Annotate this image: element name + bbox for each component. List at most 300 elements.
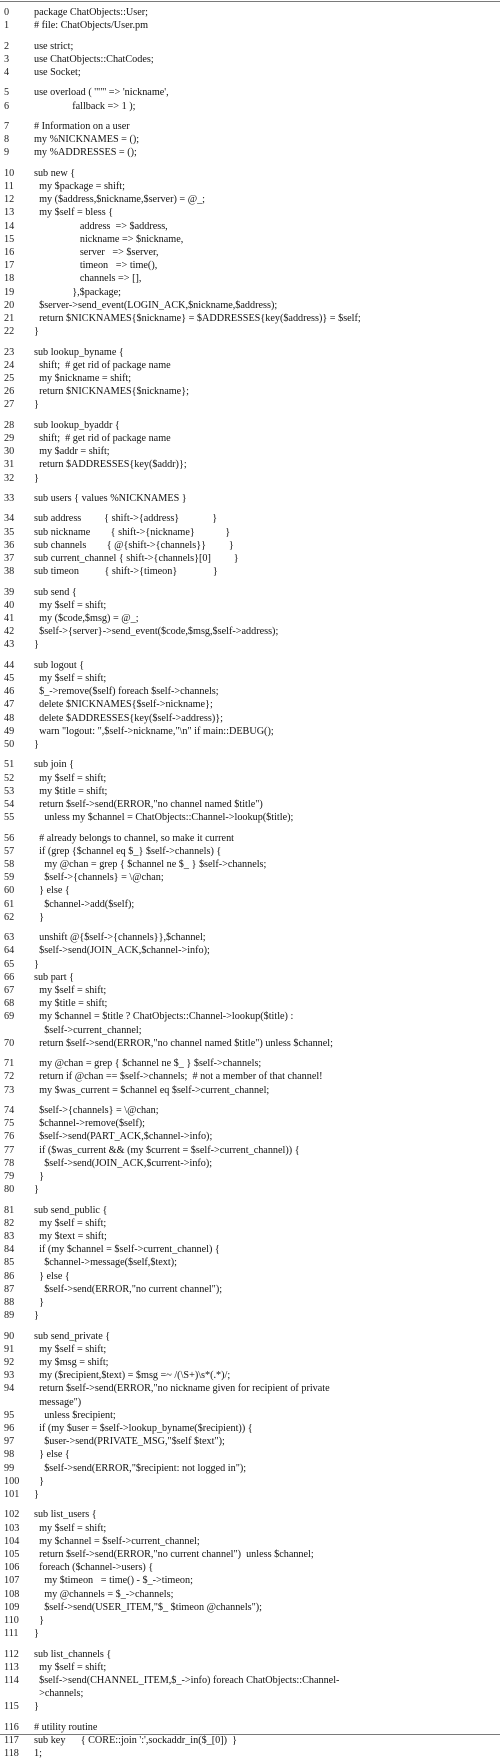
line-text: $self->send(ERROR,"no current channel"); [34, 1283, 223, 1295]
line-number: 65 [4, 958, 15, 970]
code-line [0, 1283, 500, 1297]
line-number: 37 [4, 553, 15, 564]
line-text: if (my $user = $self->lookup_byname($recipient)) { [34, 1423, 253, 1434]
line-number: 108 [4, 1588, 20, 1600]
line-number: 33 [4, 493, 15, 504]
line-number: 99 [4, 1462, 15, 1474]
line-number: 89 [4, 1310, 15, 1322]
code-line [0, 1488, 500, 1502]
line-text: $self->{channels} = \@chan; [34, 872, 164, 884]
line-number: 41 [4, 613, 15, 624]
line-number: 49 [4, 725, 15, 737]
line-number: 73 [4, 1084, 15, 1096]
code-line [0, 984, 500, 998]
line-text: sub lookup_byaddr { [34, 419, 120, 431]
line-number: 84 [4, 1244, 15, 1256]
line-text: address => $address, [34, 220, 168, 232]
line-text: unshift @{$self->{channels}},$channel; [34, 932, 206, 944]
code-line [0, 1183, 500, 1197]
code-line [0, 1144, 500, 1158]
line-text: my ($code,$msg) = @_; [34, 613, 139, 624]
code-line [0, 1243, 500, 1257]
code-line [0, 1462, 500, 1476]
line-number: 43 [4, 639, 15, 651]
line-number: 97 [4, 1436, 15, 1448]
line-text: return $self->send(ERROR,"no nickname given for recipient of private [34, 1383, 330, 1395]
line-number: 85 [4, 1257, 15, 1269]
line-number: 36 [4, 539, 15, 551]
code-line [0, 1535, 500, 1549]
line-number: 96 [4, 1423, 15, 1434]
code-line [0, 944, 500, 958]
line-number: 93 [4, 1370, 15, 1382]
line-text: } [34, 1475, 44, 1487]
line-number: 59 [4, 872, 15, 884]
line-number: 10 [4, 167, 15, 179]
code-line [0, 898, 500, 912]
line-number: 105 [4, 1549, 20, 1560]
code-line [0, 1508, 500, 1522]
code-line [0, 1037, 500, 1051]
code-line [0, 120, 500, 134]
line-number: 102 [4, 1509, 20, 1521]
code-line [0, 19, 500, 33]
line-text: my %NICKNAMES = (); [34, 134, 140, 146]
line-number: 17 [4, 260, 15, 272]
code-line [0, 539, 500, 553]
line-number: 78 [4, 1157, 15, 1169]
line-text: } [34, 1615, 44, 1626]
line-number: 29 [4, 433, 15, 444]
code-line [0, 1130, 500, 1144]
code-line [0, 53, 500, 67]
code-line [0, 552, 500, 566]
line-text: foreach ($channel->users) { [34, 1562, 154, 1574]
line-number: 32 [4, 472, 15, 484]
line-text: my $channel = $self->current_channel; [34, 1535, 200, 1547]
line-text: sub join { [34, 759, 74, 771]
line-text: } [34, 1184, 39, 1196]
line-number: 47 [4, 699, 15, 711]
code-line [0, 1674, 500, 1688]
line-number: 40 [4, 599, 15, 611]
code-line [0, 193, 500, 207]
code-line [0, 1230, 500, 1244]
line-text: },$package; [34, 286, 121, 298]
code-line [0, 858, 500, 872]
line-text: delete $NICKNAMES{$self->nickname}; [34, 699, 213, 711]
code-line [0, 1561, 500, 1575]
line-text: sub channels { @{shift->{channels}} } [34, 539, 234, 551]
line-text: sub key { CORE::join ':',sockaddr_in($_[0]) } [34, 1735, 238, 1746]
line-text: my @chan = grep { $channel ne $_ } $self->channels; [34, 1058, 262, 1070]
line-text: unless $recipient; [34, 1409, 116, 1421]
line-number: 111 [4, 1628, 19, 1640]
code-line [0, 772, 500, 786]
line-number: 22 [4, 326, 15, 338]
line-number: 20 [4, 299, 15, 311]
line-number: 98 [4, 1449, 15, 1461]
code-line [0, 286, 500, 300]
line-number: 35 [4, 526, 15, 538]
line-number: 109 [4, 1601, 20, 1613]
line-text: return $NICKNAMES{$nickname} = $ADDRESSES{key($address)} = $self; [34, 313, 361, 324]
line-number: 8 [4, 134, 10, 146]
line-number: 13 [4, 207, 15, 219]
line-text: } [34, 639, 39, 651]
code-line [0, 1010, 500, 1024]
line-text: if (my $channel = $self->current_channel) { [34, 1244, 220, 1256]
line-number: 11 [4, 181, 14, 192]
code-line [0, 1747, 500, 1761]
line-text: $self->send(PART_ACK,$channel->info); [34, 1131, 213, 1143]
line-text: } else { [34, 1449, 70, 1461]
code-line [0, 233, 500, 247]
code-line [0, 958, 500, 972]
code-line [0, 1522, 500, 1536]
line-number: 21 [4, 313, 15, 324]
line-text: $self->send(ERROR,"$recipient: not logged in"); [34, 1462, 247, 1474]
line-number: 24 [4, 359, 15, 371]
line-text: } [34, 1297, 44, 1308]
line-text: my $self = shift; [34, 1217, 107, 1229]
line-number: 63 [4, 932, 15, 944]
line-number: 86 [4, 1270, 15, 1282]
code-line [0, 1409, 500, 1423]
line-text: } [34, 1628, 39, 1640]
code-line [0, 1448, 500, 1462]
line-text: 1; [34, 1748, 42, 1760]
line-number: 50 [4, 739, 15, 750]
code-line [0, 445, 500, 459]
line-number: 115 [4, 1701, 19, 1713]
code-line [0, 931, 500, 945]
line-text: my $self = shift; [34, 1343, 107, 1355]
code-line [0, 1661, 500, 1675]
line-number: 69 [4, 1011, 15, 1023]
line-text: sub current_channel { shift->{channels}[0] } [34, 553, 239, 564]
line-number: 74 [4, 1105, 15, 1116]
line-text: server => $server, [34, 247, 159, 258]
line-number: 88 [4, 1297, 15, 1308]
line-number: 80 [4, 1184, 15, 1196]
code-line [0, 1396, 500, 1410]
code-line [0, 1369, 500, 1383]
code-line [0, 66, 500, 80]
line-number: 2 [4, 40, 10, 52]
code-line [0, 997, 500, 1011]
line-number: 6 [4, 100, 10, 112]
code-line [0, 811, 500, 825]
line-text: my $text = shift; [34, 1231, 107, 1242]
line-text: delete $ADDRESSES{key($self->address)}; [34, 712, 223, 724]
line-number: 53 [4, 785, 15, 797]
line-text: return $self->send(ERROR,"no channel named $title") [34, 799, 263, 810]
code-line [0, 971, 500, 985]
line-number: 94 [4, 1383, 15, 1395]
code-line [0, 672, 500, 686]
code-line [0, 419, 500, 433]
code-line [0, 871, 500, 885]
code-line [0, 180, 500, 194]
line-text: my $nickname = shift; [34, 373, 132, 384]
line-text: sub address { shift->{address} } [34, 513, 218, 525]
line-number: 81 [4, 1204, 15, 1216]
line-number: 25 [4, 373, 15, 384]
code-line [0, 146, 500, 160]
line-number: 61 [4, 898, 15, 910]
code-line [0, 659, 500, 673]
line-text: # utility routine [34, 1721, 98, 1733]
line-number: 0 [4, 7, 10, 18]
code-line [0, 1601, 500, 1615]
line-number: 26 [4, 386, 15, 398]
line-text: my $package = shift; [34, 181, 125, 192]
line-text: my $self = shift; [34, 599, 107, 611]
line-text: } [34, 326, 39, 338]
code-line [0, 1296, 500, 1310]
line-number: 87 [4, 1283, 15, 1295]
code-line [0, 100, 500, 114]
line-text: my $channel = $title ? ChatObjects::Channel->lookup($title) : [34, 1011, 294, 1023]
code-line [0, 1057, 500, 1071]
line-text: package ChatObjects::User; [34, 7, 149, 18]
line-number: 45 [4, 673, 15, 684]
code-line [0, 526, 500, 540]
line-number: 110 [4, 1615, 19, 1626]
code-line [0, 1024, 500, 1038]
line-number: 100 [4, 1475, 20, 1487]
code-line [0, 1104, 500, 1118]
line-text: my ($address,$nickname,$server) = @_; [34, 194, 206, 206]
line-text: shift; # get rid of package name [34, 433, 171, 444]
line-number: 103 [4, 1522, 20, 1534]
line-text: my $self = shift; [34, 985, 107, 996]
line-text: my %ADDRESSES = (); [34, 147, 137, 159]
line-text: $_->remove($self) foreach $self->channels; [34, 686, 219, 698]
line-text: } [34, 911, 44, 923]
line-text: sub nickname { shift->{nickname} } [34, 526, 231, 538]
line-text: return $ADDRESSES{key($addr)}; [34, 459, 187, 471]
code-line [0, 1256, 500, 1270]
line-number: 23 [4, 346, 15, 358]
line-text: if ($was_current && (my $current = $self->current_channel)) { [34, 1144, 300, 1156]
line-text: my $timeon = time() - $_->timeon; [34, 1575, 193, 1587]
code-line [0, 1270, 500, 1284]
line-number: 57 [4, 845, 15, 857]
code-line [0, 911, 500, 925]
code-line [0, 1356, 500, 1370]
line-number: 112 [4, 1648, 19, 1660]
code-line [0, 1627, 500, 1641]
line-text: $self->send(JOIN_ACK,$current->info); [34, 1157, 213, 1169]
code-line [0, 372, 500, 386]
code-line [0, 1435, 500, 1449]
line-number: 91 [4, 1343, 15, 1355]
code-line [0, 685, 500, 699]
bottom-rule [0, 1734, 500, 1735]
code-line [0, 638, 500, 652]
line-text: timeon => time(), [34, 260, 158, 272]
code-line [0, 1217, 500, 1231]
line-text: return if @chan == $self->channels; # not a member of that channel! [34, 1071, 323, 1083]
code-line [0, 1700, 500, 1714]
code-line [0, 312, 500, 326]
line-number: 66 [4, 971, 15, 983]
line-text: $user->send(PRIVATE_MSG,"$self $text"); [34, 1436, 225, 1448]
line-text: sub part { [34, 971, 74, 983]
code-line [0, 1734, 500, 1748]
line-text: $self->current_channel; [34, 1024, 142, 1036]
line-text: $channel->add($self); [34, 898, 135, 910]
code-line [0, 1330, 500, 1344]
code-line [0, 712, 500, 726]
line-text: use Socket; [34, 67, 81, 78]
code-line [0, 1170, 500, 1184]
line-text: sub send_public { [34, 1204, 108, 1216]
code-line [0, 272, 500, 286]
line-number: 46 [4, 686, 15, 698]
code-line [0, 1648, 500, 1662]
line-number: 92 [4, 1357, 15, 1368]
line-text: sub users { values %NICKNAMES } [34, 493, 187, 504]
line-number: 70 [4, 1037, 15, 1049]
line-text: sub send { [34, 586, 77, 598]
line-number: 101 [4, 1489, 20, 1500]
line-number: 104 [4, 1535, 20, 1547]
line-text: sub send_private { [34, 1330, 111, 1342]
line-number: 60 [4, 885, 15, 897]
code-line [0, 738, 500, 752]
line-text: unless my $channel = ChatObjects::Channel->lookup($title); [34, 812, 294, 824]
line-number: 31 [4, 459, 15, 471]
line-text: channels => [], [34, 273, 142, 285]
line-text: return $NICKNAMES{$nickname}; [34, 386, 189, 398]
line-number: 116 [4, 1721, 19, 1733]
line-number: 68 [4, 998, 15, 1010]
line-text: if (grep {$channel eq $_} $self->channels) { [34, 845, 222, 857]
line-number: 67 [4, 985, 15, 996]
code-line [0, 220, 500, 234]
line-text: $server->send_event(LOGIN_ACK,$nickname,$address); [34, 299, 278, 311]
code-line [0, 359, 500, 373]
line-number: 114 [4, 1675, 19, 1686]
line-number: 113 [4, 1661, 19, 1673]
line-number: 18 [4, 273, 15, 285]
code-line [0, 1343, 500, 1357]
line-number: 82 [4, 1217, 15, 1229]
line-text: use strict; [34, 40, 74, 52]
code-line [0, 725, 500, 739]
line-text: sub timeon { shift->{timeon} } [34, 566, 218, 578]
line-text: # file: ChatObjects/User.pm [34, 20, 149, 32]
line-text: warn "logout: ",$self->nickname,"\n" if main::DEBUG(); [34, 725, 274, 737]
line-text: $self->{server}->send_event($code,$msg,$self->address); [34, 626, 279, 638]
code-line [0, 512, 500, 526]
line-number: 118 [4, 1748, 19, 1760]
line-text: } else { [34, 1270, 70, 1282]
line-number: 58 [4, 859, 15, 870]
code-line [0, 385, 500, 399]
line-number: 4 [4, 67, 10, 78]
line-text: sub logout { [34, 659, 85, 671]
code-line [0, 884, 500, 898]
code-line [0, 625, 500, 639]
code-line [0, 167, 500, 181]
code-line [0, 472, 500, 486]
code-line [0, 1588, 500, 1602]
line-text: } [34, 472, 39, 484]
line-number: 71 [4, 1058, 15, 1070]
line-number: 3 [4, 53, 10, 65]
line-text: my $self = shift; [34, 673, 107, 684]
line-text: $self->{channels} = \@chan; [34, 1105, 159, 1116]
line-text: $channel->remove($self); [34, 1118, 145, 1130]
code-line [0, 1614, 500, 1628]
line-text: my @chan = grep { $channel ne $_ } $self->channels; [34, 859, 267, 870]
line-number: 106 [4, 1562, 20, 1574]
line-text: my $title = shift; [34, 998, 108, 1010]
code-line [0, 1309, 500, 1323]
line-text: } [34, 1701, 39, 1713]
line-number: 75 [4, 1118, 15, 1130]
line-text: my $addr = shift; [34, 446, 110, 458]
line-number: 51 [4, 759, 15, 771]
line-number: 72 [4, 1071, 15, 1083]
line-number: 52 [4, 772, 15, 784]
code-line [0, 1157, 500, 1171]
line-number: 56 [4, 832, 15, 844]
code-line [0, 1204, 500, 1218]
code-line [0, 206, 500, 220]
code-line [0, 565, 500, 579]
top-rule [0, 1, 500, 2]
code-line [0, 325, 500, 339]
line-number: 1 [4, 20, 10, 32]
line-text: message") [34, 1396, 82, 1408]
line-number: 27 [4, 399, 15, 411]
line-number: 5 [4, 87, 10, 99]
line-number: 12 [4, 194, 15, 206]
code-line [0, 1084, 500, 1098]
line-text: $self->send(JOIN_ACK,$channel->info); [34, 945, 210, 957]
code-line [0, 1548, 500, 1562]
code-line [0, 1721, 500, 1735]
code-line [0, 798, 500, 812]
line-text: my $self = shift; [34, 772, 107, 784]
line-text: return $self->send(ERROR,"no channel named $title") unless $channel; [34, 1037, 333, 1049]
line-number: 15 [4, 233, 15, 245]
line-number: 48 [4, 712, 15, 724]
code-line [0, 1574, 500, 1588]
line-text: my $self = bless { [34, 207, 114, 219]
line-number: 76 [4, 1131, 15, 1143]
line-text: my @channels = $_->channels; [34, 1588, 174, 1600]
code-line [0, 845, 500, 859]
line-number: 54 [4, 799, 15, 810]
line-text: } [34, 399, 39, 411]
code-line [0, 86, 500, 100]
code-line [0, 458, 500, 472]
line-text: use overload ( '""' => 'nickname', [34, 87, 169, 99]
line-number: 64 [4, 945, 15, 957]
line-text: } [34, 1310, 39, 1322]
line-number: 95 [4, 1409, 15, 1421]
line-text: } [34, 1171, 44, 1182]
line-number: 77 [4, 1144, 15, 1156]
line-text: # already belongs to channel, so make it current [34, 832, 235, 844]
code-line [0, 492, 500, 506]
